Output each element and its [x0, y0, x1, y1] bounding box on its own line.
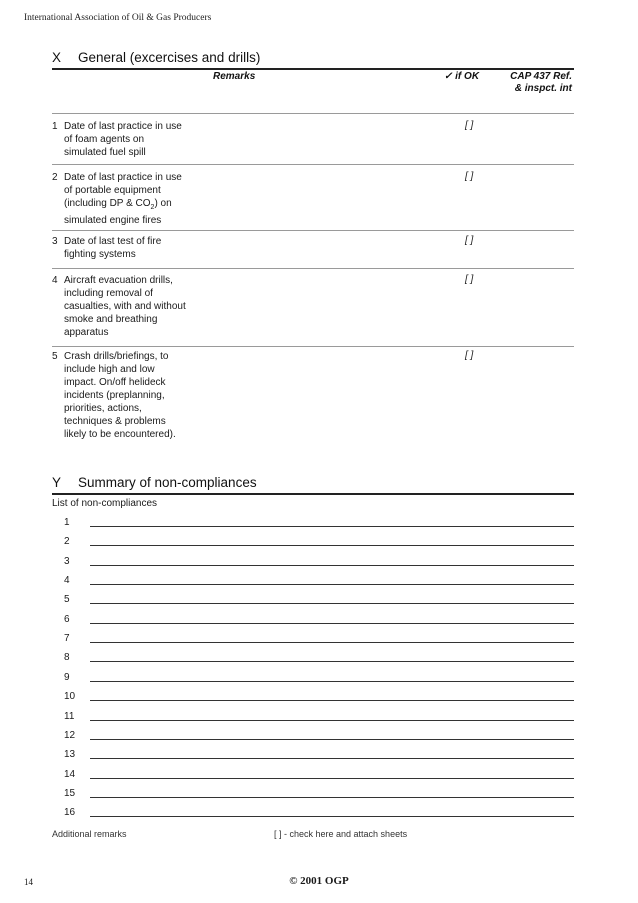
item-number: 4: [52, 275, 58, 286]
item-number: 3: [52, 236, 58, 247]
non-compliance-entry-line[interactable]: [90, 623, 574, 624]
non-compliance-number: 3: [64, 555, 70, 567]
ok-checkbox-5[interactable]: [ ]: [465, 350, 474, 361]
organization-header: International Association of Oil & Gas Producers: [24, 13, 212, 23]
ok-checkbox-3[interactable]: [ ]: [465, 235, 474, 246]
copyright: © 2001 OGP: [289, 875, 349, 887]
non-compliance-number: 5: [64, 594, 70, 606]
section-x-heading: General (excercises and drills): [78, 50, 261, 65]
non-compliance-row: [52, 517, 574, 536]
non-compliance-number: 9: [64, 671, 70, 683]
non-compliance-entry-line[interactable]: [90, 816, 574, 817]
section-x-rule: [52, 68, 574, 70]
item-number: 5: [52, 351, 58, 362]
header-divider: [52, 113, 574, 114]
non-compliance-row: [52, 807, 574, 826]
non-compliance-number: 8: [64, 652, 70, 664]
ok-checkbox-2[interactable]: [ ]: [465, 171, 474, 182]
ok-checkbox-4[interactable]: [ ]: [465, 274, 474, 285]
cap-ref-column-header: [498, 71, 572, 94]
additional-remarks-label: Additional remarks: [52, 829, 127, 839]
item-description: Date of last test of fire fighting systems: [64, 236, 162, 260]
non-compliance-row: [52, 730, 574, 749]
item-number: 1: [52, 121, 58, 132]
non-compliance-row: [52, 769, 574, 788]
non-compliance-entry-line[interactable]: [90, 700, 574, 701]
non-compliance-number: 2: [64, 536, 70, 548]
section-x-letter: X: [52, 50, 62, 65]
item-divider: [52, 230, 574, 231]
non-compliance-entry-line[interactable]: [90, 603, 574, 604]
item-description: Date of last practice in use of foam agents on simulated fuel spill: [64, 121, 182, 158]
section-y-title: [52, 475, 257, 490]
non-compliance-list-label: List of non-compliances: [52, 498, 158, 509]
non-compliance-number: 7: [64, 633, 70, 645]
page-number: 14: [24, 877, 33, 887]
non-compliance-number: 14: [64, 768, 76, 780]
non-compliance-row: [52, 711, 574, 730]
non-compliance-entry-line[interactable]: [90, 758, 574, 759]
ok-column-header: ✓ if OK: [444, 71, 480, 82]
non-compliance-row: [52, 556, 574, 575]
non-compliance-row: [52, 614, 574, 633]
non-compliance-row: [52, 672, 574, 691]
item-divider: [52, 268, 574, 269]
section-y-rule: [52, 493, 574, 495]
non-compliance-row: [52, 652, 574, 671]
attach-sheets-checkbox[interactable]: [ ] - check here and attach sheets: [274, 829, 408, 839]
non-compliance-number: 15: [64, 787, 76, 799]
non-compliance-entry-line[interactable]: [90, 720, 574, 721]
non-compliance-entry-line[interactable]: [90, 642, 574, 643]
non-compliance-row: [52, 594, 574, 613]
item-divider: [52, 164, 574, 165]
non-compliance-number: 12: [64, 729, 76, 741]
cap-ref-header-line2: & inspct. int: [514, 83, 572, 94]
non-compliance-entry-line[interactable]: [90, 681, 574, 682]
non-compliance-row: [52, 633, 574, 652]
section-y-letter: Y: [52, 475, 62, 490]
item-number: 2: [52, 172, 58, 183]
section-y-heading: Summary of non-compliances: [78, 475, 257, 490]
non-compliance-number: 1: [64, 517, 70, 528]
non-compliance-row: [52, 749, 574, 768]
non-compliance-number: 16: [64, 807, 76, 819]
non-compliance-entry-line[interactable]: [90, 545, 574, 546]
ok-checkbox-1[interactable]: [ ]: [465, 120, 474, 131]
non-compliance-entry-line[interactable]: [90, 584, 574, 585]
non-compliance-entry-line[interactable]: [90, 526, 574, 527]
non-compliance-number: 13: [64, 749, 76, 761]
cap-ref-header-line1: CAP 437 Ref.: [510, 71, 572, 82]
remarks-column-header: Remarks: [213, 71, 256, 82]
item-description: Crash drills/briefings, to include high and low impact. On/off helideck incidents (preplanning, priorities, actions, techniques & problems likely to be encountered).: [64, 351, 176, 440]
non-compliance-entry-line[interactable]: [90, 739, 574, 740]
non-compliance-number: 10: [64, 691, 76, 703]
non-compliance-entry-line[interactable]: [90, 565, 574, 566]
item-description: Date of last practice in use of portable equipment (including DP & $CO_2$) on simulated engine fires: [64, 172, 182, 226]
non-compliance-entry-line[interactable]: [90, 797, 574, 798]
item-description: Aircraft evacuation drills, including removal of casualties, with and without smoke and breathing apparatus: [64, 275, 186, 338]
non-compliance-row: [52, 536, 574, 555]
non-compliance-row: [52, 575, 574, 594]
non-compliance-number: 11: [64, 710, 75, 722]
non-compliance-row: [52, 691, 574, 710]
non-compliance-number: 4: [64, 575, 70, 587]
item-divider: [52, 346, 574, 347]
non-compliance-entry-line[interactable]: [90, 661, 574, 662]
non-compliance-entry-line[interactable]: [90, 778, 574, 779]
non-compliance-row: [52, 788, 574, 807]
non-compliance-number: 6: [64, 613, 70, 625]
section-x-title: [52, 50, 260, 65]
